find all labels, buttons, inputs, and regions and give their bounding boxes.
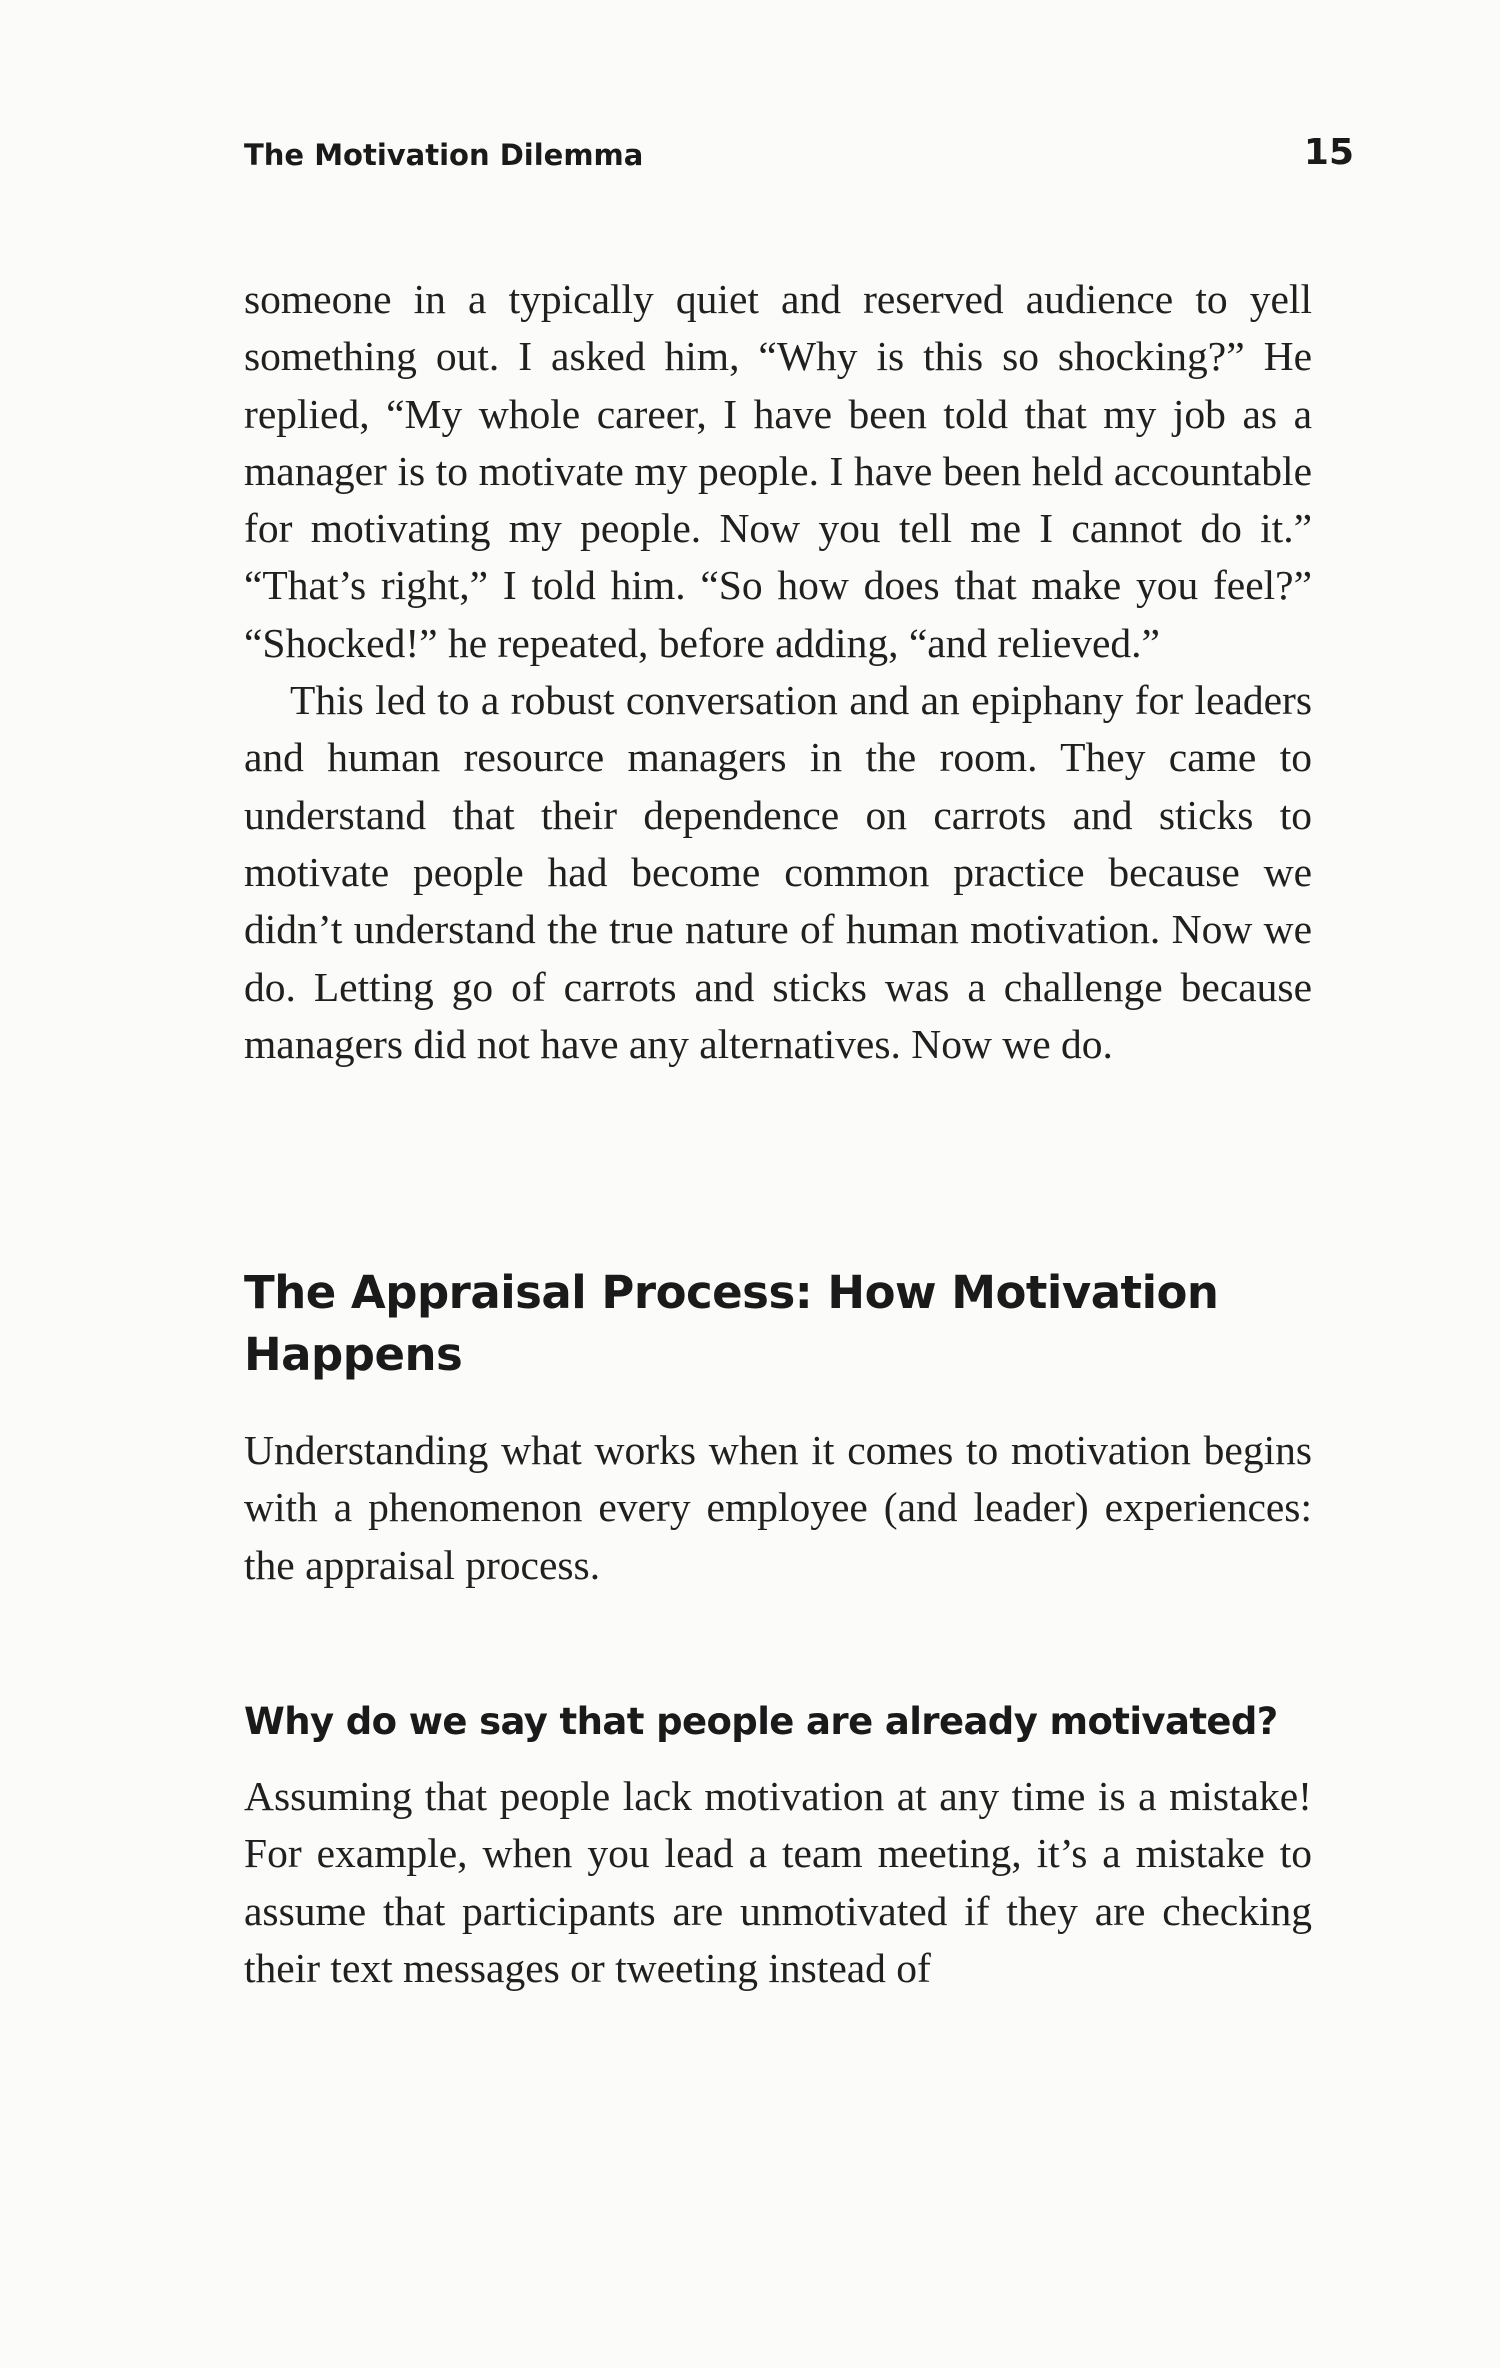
section-heading: The Appraisal Process: How Motivation Happens (244, 1266, 1219, 1381)
subsection-paragraph: Assuming that people lack motivation at any time is a mistake! For example, when you lead a team meeting, it’s a mistake to assume that participants are unmotivated if they are checking their text messages or tweeting instead of (244, 1773, 1312, 1991)
paragraph-epiphany: This led to a robust conversation and an epiphany for leaders and human resource managers in the room. They came to understand that their dependence on carrots and sticks to motivate people had become common practice because we didn’t understand the true nature of human motivation. Now we do. Letting go of carrots and sticks was a challenge because managers did not have any alternatives. Now we do. (244, 677, 1312, 1067)
running-head: The Motivation Dilemma (244, 138, 644, 172)
paragraph-continued: someone in a typically quiet and reserved audience to yell something out. I asked him, “Why is this so shocking?” He replied, “My whole career, I have been told that my job as a manager is to motivate my people. I have been held accountable for motivating my people. Now you tell me I cannot do it.” “That’s right,” I told him. “So how does that make you feel?” “Shocked!” he repeated, before adding, “and relieved.” (244, 276, 1312, 666)
section-paragraph: Understanding what works when it comes to motivation begins with a phenomenon every employee (and leader) experiences: the appraisal process. (244, 1427, 1312, 1588)
page-number: 15 (1303, 132, 1354, 173)
section-body (244, 1422, 1312, 1594)
body-text-top (244, 271, 1312, 1073)
subsection-body (244, 1768, 1312, 1997)
subsection-heading: Why do we say that people are already motivated? (244, 1700, 1278, 1743)
